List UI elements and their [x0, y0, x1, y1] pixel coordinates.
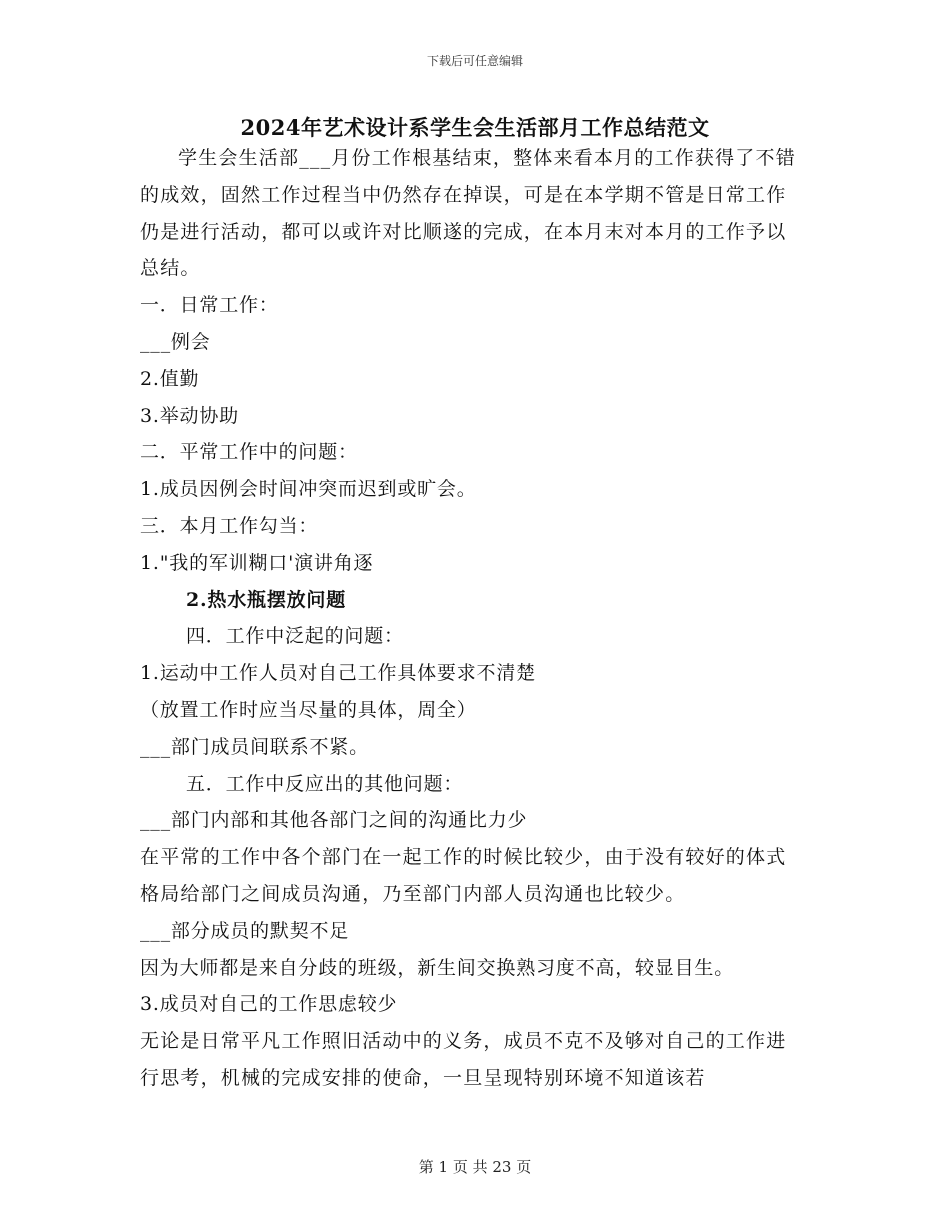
list-item: 1.成员因例会时间冲突而迟到或旷会。: [140, 478, 477, 501]
header-note: 下载后可任意编辑: [426, 54, 523, 68]
document-body: [140, 140, 800, 1097]
list-item: 1.运动中工作人员对自己工作具体要求不清楚: [140, 662, 536, 685]
list-item: 2.值勤: [140, 367, 200, 390]
list-item-bold: 2.热水瓶摆放问题: [186, 588, 347, 611]
list-item: 因为大师都是来自分歧的班级，新生间交换熟习度不高，较显目生。: [140, 956, 735, 979]
list-item: ___例会: [140, 330, 211, 353]
list-item: ___部门成员间联系不紧。: [140, 735, 369, 758]
section-heading-routine-problems: 二．平常工作中的问题：: [140, 441, 358, 464]
list-item: 3.成员对自己的工作思虑较少: [140, 993, 398, 1016]
list-item: ___部分成员的默契不足: [140, 919, 350, 942]
section-heading-other-problems: 五．工作中反应出的其他问题：: [186, 772, 464, 795]
document-title: 2024年艺术设计系学生会生活部月工作总结范文: [240, 115, 710, 140]
list-item: 3.举动协助: [140, 404, 239, 427]
list-item-note: （放置工作时应当尽量的具体，周全）: [140, 698, 477, 721]
section-heading-work-problems: 四．工作中泛起的问题：: [186, 625, 404, 648]
section-heading-daily-work: 一．日常工作：: [140, 294, 279, 317]
list-item: 1."我的军训糊口'演讲角逐: [140, 551, 374, 574]
communication-paragraph: 在平常的工作中各个部门在一起工作的时候比较少，由于没有较好的体式格局给部门之间成员沟通，乃至部门内部人员沟通也比较少。: [140, 846, 787, 905]
list-item: ___部门内部和其他各部门之间的沟通比力少: [140, 809, 528, 832]
intro-paragraph: 学生会生活部___月份工作根基结束，整体来看本月的工作获得了不错的成效，固然工作过程当中仍然存在掉误，可是在本学期不管是日常工作仍是进行活动，都可以或许对比顺遂的完成，在本月末对本月的工作予以总结。: [140, 147, 796, 280]
page-number: 第 1 页 共 23 页: [418, 1158, 532, 1176]
thinking-paragraph: 无论是日常平凡工作照旧活动中的义务，成员不克不及够对自己的工作进行思考，机械的完成安排的使命，一旦呈现特别环境不知道该若: [140, 1030, 787, 1089]
section-heading-monthly-activities: 三．本月工作勾当：: [140, 514, 319, 537]
